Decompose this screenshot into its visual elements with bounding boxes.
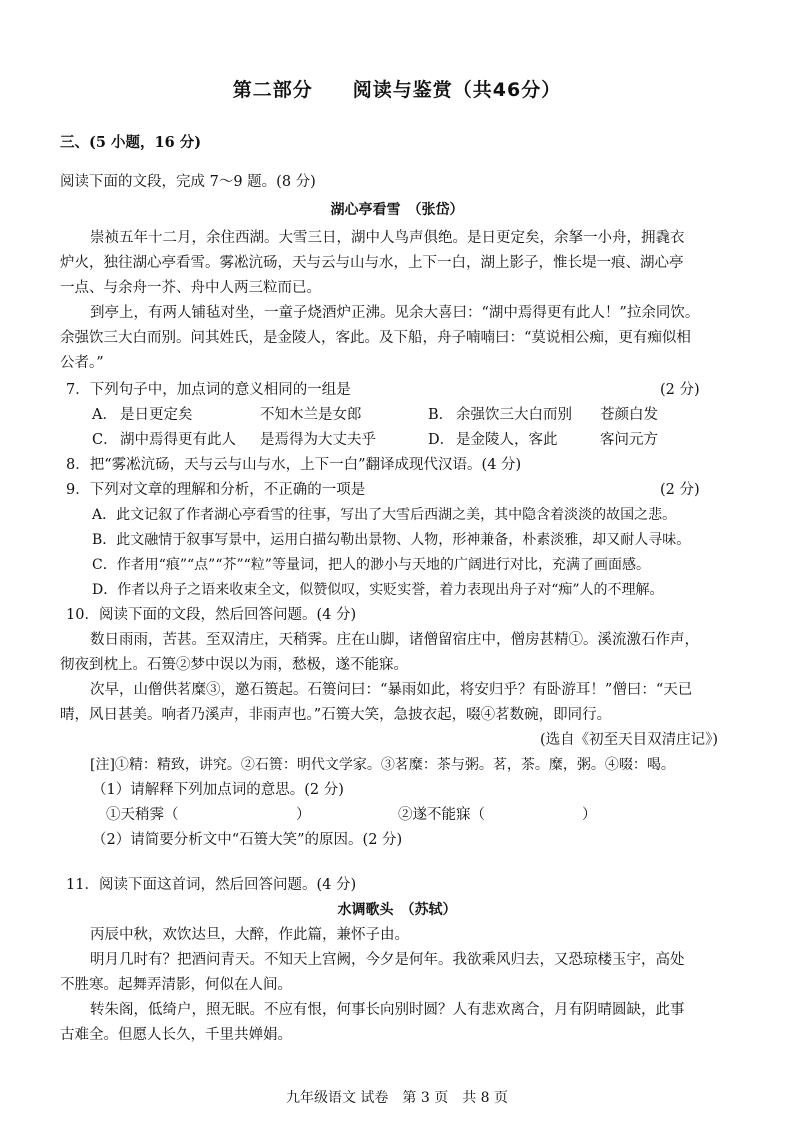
q11-poem-line: 古难全。但愿人长久，千里共婵娟。 [60, 1027, 292, 1043]
q10-passage-line: 彻夜到枕上。石篑②梦中误以为雨，愁极，遂不能寐。 [60, 657, 408, 673]
q9-stem: 9．下列对文章的理解和分析，不正确的一项是 [66, 482, 366, 498]
q10-sub1a: ①天稍霁（ [106, 807, 179, 823]
q11-poem-line: 转朱阁，低绮户，照无眠。不应有恨，何事长向别时圆？人有悲欢离合，月有阴晴圆缺，此事 [90, 1002, 685, 1018]
q7-option-a: 余强饮三大白而别 [456, 407, 572, 423]
q7-option-b: 苍颜白发 [600, 407, 658, 423]
q10-passage-line: 晴，风日甚美。响者乃溪声，非雨声也。”石篑大笑，急披衣起，啜④茗数碗，即同行。 [60, 707, 612, 723]
passage1-line: 公者。” [60, 355, 104, 371]
q9-option: C．作者用“痕”“点”“芥”“粒”等量词，把人的渺小与天地的广阔进行对比，充满了画面感。 [92, 557, 650, 573]
q8-stem: 8．把“雾凇沆砀，天与云与山与水，上下一白”翻译成现代汉语。(4 分) [66, 457, 522, 473]
q7-stem: 7．下列句子中，加点词的意义相同的一组是 [66, 382, 351, 398]
q9-option: B．此文融情于叙事写景中，运用白描勾勒出景物、人物，形神兼备，朴素淡雅，却又耐人寻味。 [92, 532, 691, 548]
q7-option-a: 湖中焉得更有此人 [120, 432, 236, 448]
q11-poem-line: 丙辰中秋，欢饮达旦，大醉，作此篇，兼怀子由。 [90, 927, 409, 943]
q10-source: (选自《初至天目双清庄记》) [540, 732, 719, 748]
q9-points: (2 分) [660, 482, 700, 498]
q7-points: (2 分) [660, 382, 700, 398]
passage1-line: 一点、与余舟一芥、舟中人两三粒而已。 [60, 280, 321, 296]
q9-option: A．此文记叙了作者湖心亭看雪的往事，写出了大雪后西湖之美，其中隐含着淡淡的故国之悲。 [92, 507, 677, 523]
passage1-line: 余强饮三大白而别。问其姓氏，是金陵人，客此。及下船，舟子喃喃曰：“莫说相公痴，更有痴似相 [60, 330, 691, 346]
passage1-line: 炉火，独往湖心亭看雪。雾凇沆砀，天与云与山与水，上下一白，湖上影子，惟长堤一痕、湖心亭 [60, 255, 684, 271]
q7-option-label: C． [92, 432, 118, 448]
q9-option: D．作者以舟子之语来收束全文，似赞似叹，实贬实誉，着力表现出舟子对“痴”人的不理解。 [92, 582, 664, 598]
section-heading: 三、(5 小题，16 分) [60, 134, 202, 151]
q7-option-label: D． [428, 432, 455, 448]
q10-notes: [注]①精：精致，讲究。②石篑：明代文学家。③茗糜：茶与粥。茗，茶。糜，粥。④啜：喝。 [90, 757, 675, 773]
q7-option-a: 是日更定矣 [120, 407, 193, 423]
q10-sub1b-close: ） [582, 807, 597, 823]
q10-sub2: （2）请简要分析文中“石篑大笑”的原因。(2 分) [92, 832, 403, 848]
q11-poem-line: 不胜寒。起舞弄清影，何似在人间。 [60, 977, 292, 993]
q11-stem: 11．阅读下面这首词，然后回答问题。(4 分) [66, 877, 357, 893]
q7-option-label: B． [428, 407, 454, 423]
section-intro: 阅读下面的文段，完成 7～9 题。(8 分) [60, 174, 316, 190]
q10-passage-line: 次早，山僧供茗糜③，邀石篑起。石篑问曰：“暴雨如此，将安归乎？有卧游耳！”僧曰：“天已 [90, 682, 693, 698]
passage1-line: 崇祯五年十二月，余住西湖。大雪三日，湖中人鸟声俱绝。是日更定矣，余拏一小舟，拥毳衣 [90, 230, 685, 246]
q10-sub1a-close: ） [296, 807, 311, 823]
q7-option-b: 是焉得为大丈夫乎 [260, 432, 376, 448]
q10-passage-line: 数日雨雨，苦甚。至双清庄，天稍霁。庄在山脚，诸僧留宿庄中，僧房甚精①。溪流激石作声， [90, 632, 699, 648]
q7-option-label: A． [92, 407, 117, 423]
q7-option-b: 不知木兰是女郎 [260, 407, 362, 423]
q7-option-b: 客问元方 [600, 432, 658, 448]
page-title: 第二部分 阅读与鉴赏（共46分） [232, 79, 562, 101]
q11-poem-title: 水调歌头 （苏轼） [337, 902, 457, 918]
q11-poem-line: 明月几时有？把酒问青天。不知天上宫阙，今夕是何年。我欲乘风归去，又恐琼楼玉宇，高处 [90, 952, 685, 968]
q7-option-a: 是金陵人，客此 [456, 432, 558, 448]
page-footer: 九年级语文 试卷 第 3 页 共 8 页 [285, 1090, 509, 1106]
q10-stem: 10．阅读下面的文段，然后回答问题。(4 分) [66, 607, 357, 623]
q10-sub1b: ②遂不能寐（ [398, 807, 485, 823]
passage1-line: 到亭上，有两人铺毡对坐，一童子烧酒炉正沸。见余大喜曰：“湖中焉得更有此人！”拉余同饮。 [90, 305, 700, 321]
q10-sub1: （1）请解释下列加点词的意思。(2 分) [92, 782, 344, 798]
passage1-title: 湖心亭看雪 （张岱） [330, 202, 464, 218]
